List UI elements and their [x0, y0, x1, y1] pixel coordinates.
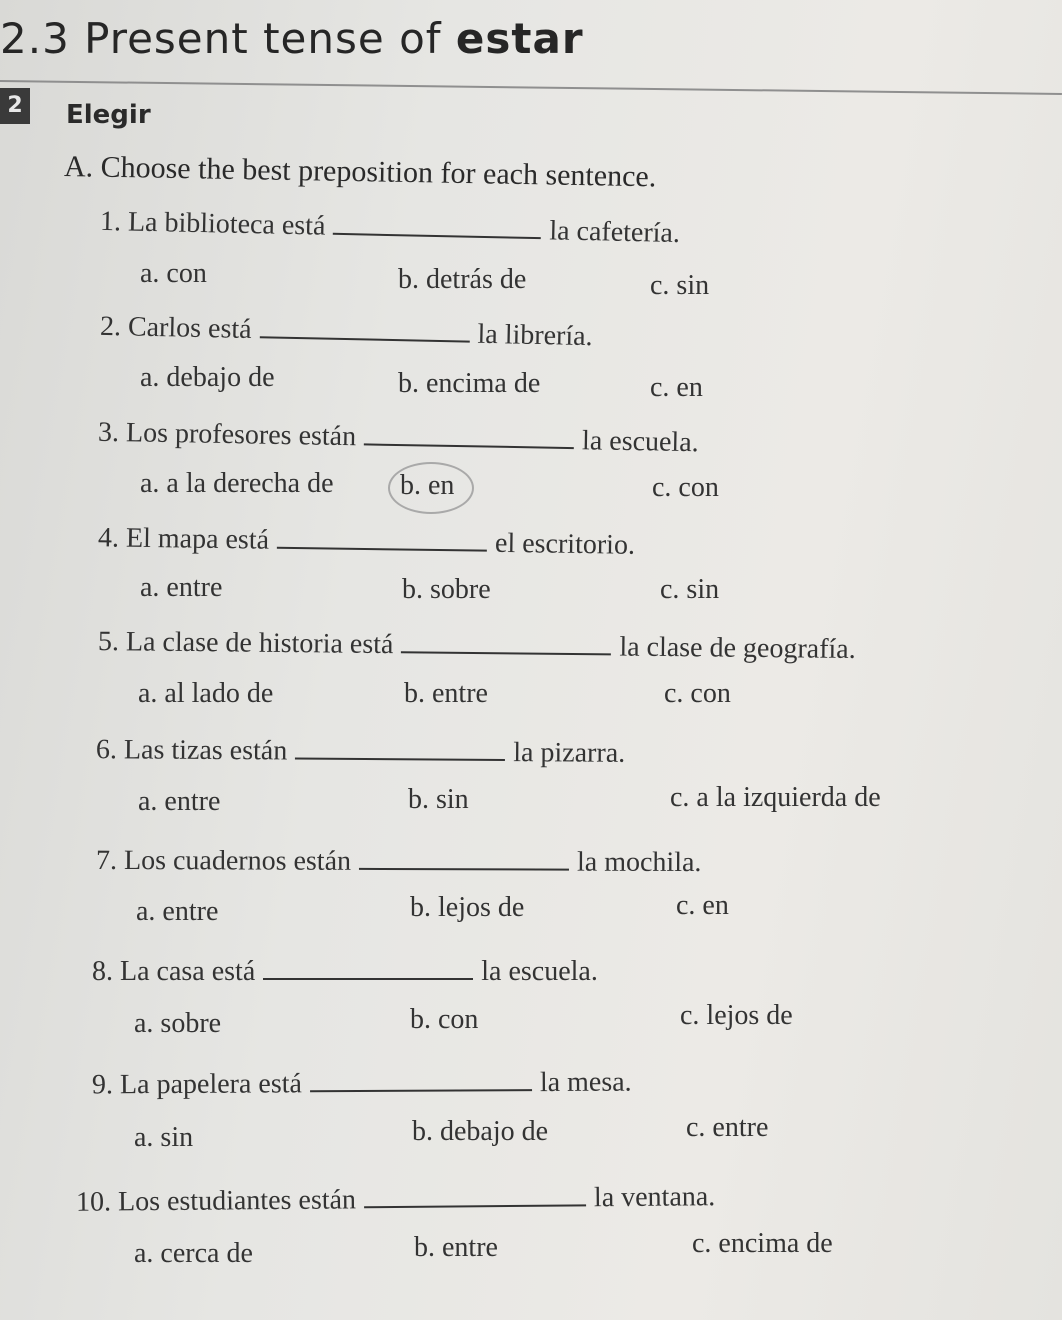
answer-blank[interactable]: [359, 840, 569, 871]
question-10: [76, 1175, 716, 1219]
question-text: 10. Los estudiantes están: [75, 1184, 357, 1218]
option-c[interactable]: c. en: [650, 372, 703, 403]
question-2: [100, 305, 593, 353]
answer-blank[interactable]: [259, 308, 470, 342]
option-a[interactable]: a. entre: [136, 896, 219, 927]
option-b[interactable]: b. lejos de: [410, 892, 525, 923]
question-1: [100, 200, 681, 250]
section-title-text: 2.3 Present tense of: [0, 14, 456, 63]
activity-title: Elegir: [66, 100, 151, 130]
option-a[interactable]: a. debajo de: [140, 362, 275, 393]
section-title-verb: estar: [455, 14, 584, 63]
question-text: 7. Los cuadernos están: [95, 844, 352, 877]
option-b[interactable]: b. entre: [404, 678, 488, 709]
answer-blank[interactable]: [277, 519, 487, 552]
header-divider: [0, 80, 1062, 95]
option-b[interactable]: b. entre: [414, 1232, 498, 1263]
question-text-end: la escuela.: [581, 425, 699, 459]
answer-blank[interactable]: [310, 1061, 532, 1092]
question-9: [92, 1061, 632, 1102]
question-text: 1. La biblioteca está: [99, 205, 326, 242]
option-b[interactable]: b. debajo de: [412, 1116, 549, 1147]
option-c[interactable]: c. con: [664, 678, 731, 709]
option-c[interactable]: c. encima de: [692, 1228, 833, 1259]
option-a[interactable]: a. sin: [134, 1122, 194, 1153]
question-text-end: la mesa.: [539, 1066, 632, 1099]
question-text-end: la librería.: [477, 318, 593, 353]
option-b[interactable]: b. con: [410, 1004, 479, 1035]
question-7: [96, 839, 702, 879]
answer-blank[interactable]: [401, 623, 611, 655]
option-a[interactable]: a. cerca de: [134, 1238, 253, 1269]
question-5: [98, 620, 856, 666]
option-a[interactable]: a. a la derecha de: [140, 468, 334, 499]
question-3: [98, 411, 699, 459]
option-b[interactable]: b. en: [400, 470, 455, 501]
question-text-end: la ventana.: [593, 1181, 716, 1214]
answer-blank[interactable]: [263, 950, 473, 980]
activity-number-badge: 2: [0, 88, 30, 124]
instruction-text: A. Choose the best preposition for each sentence.: [63, 150, 657, 194]
answer-blank[interactable]: [333, 205, 542, 239]
question-text: 2. Carlos está: [99, 310, 252, 346]
question-text-end: la escuela.: [481, 956, 598, 987]
question-text-end: la pizarra.: [513, 737, 626, 769]
question-text-end: el escritorio.: [494, 527, 636, 561]
option-a[interactable]: a. entre: [138, 786, 221, 817]
option-b[interactable]: b. sobre: [402, 574, 491, 605]
question-text: 8. La casa está: [92, 956, 256, 987]
question-text: 6. Las tizas están: [95, 734, 288, 767]
option-a[interactable]: a. al lado de: [138, 678, 274, 709]
answer-blank[interactable]: [295, 730, 505, 761]
question-text: 4. El mapa está: [97, 522, 270, 556]
question-text-end: la clase de geografía.: [619, 631, 856, 665]
option-a[interactable]: a. sobre: [134, 1008, 222, 1039]
option-c[interactable]: c. con: [652, 472, 719, 503]
question-8: [92, 950, 598, 988]
question-6: [96, 728, 625, 770]
question-text-end: la mochila.: [576, 846, 702, 879]
question-text: 5. La clase de historia está: [97, 626, 394, 661]
question-4: [98, 516, 635, 561]
answer-blank[interactable]: [364, 415, 574, 449]
option-c[interactable]: c. en: [676, 890, 729, 921]
option-c[interactable]: c. lejos de: [680, 1000, 793, 1031]
option-c[interactable]: c. a la izquierda de: [670, 782, 881, 813]
option-c[interactable]: c. sin: [650, 270, 710, 301]
option-a[interactable]: a. con: [140, 258, 207, 289]
question-text: 9. La papelera está: [91, 1068, 302, 1101]
option-b[interactable]: b. sin: [408, 784, 469, 815]
option-a[interactable]: a. entre: [140, 572, 223, 603]
option-c[interactable]: c. sin: [660, 574, 720, 605]
option-b[interactable]: b. detrás de: [398, 264, 527, 295]
option-c[interactable]: c. entre: [686, 1112, 769, 1143]
section-title: [0, 14, 584, 63]
option-b[interactable]: b. encima de: [398, 368, 541, 399]
question-text: 3. Los profesores están: [97, 416, 357, 453]
answer-blank[interactable]: [364, 1176, 586, 1208]
question-text-end: la cafetería.: [549, 215, 681, 250]
